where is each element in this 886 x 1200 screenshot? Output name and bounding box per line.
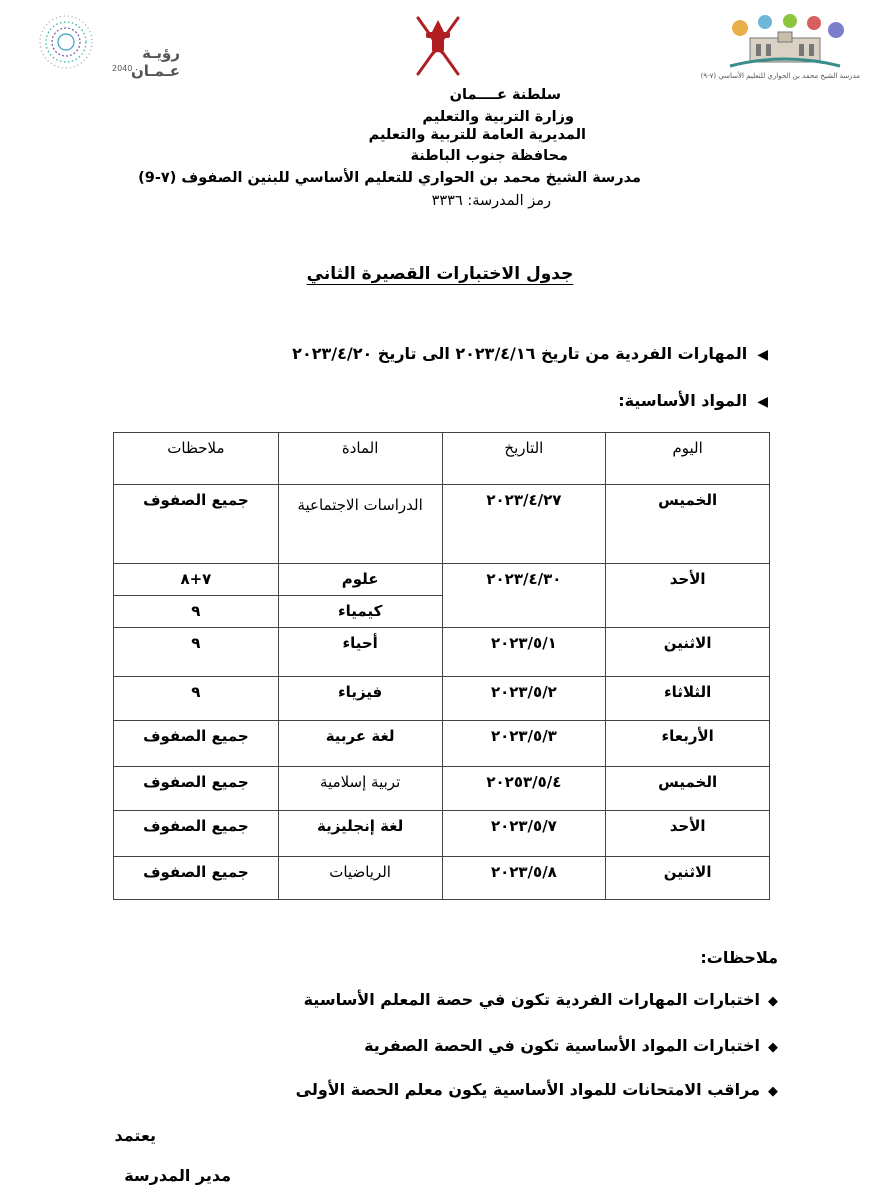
cell-subject: كيمياء <box>278 596 442 628</box>
table-row <box>114 811 770 857</box>
school-logo-caption: مدرسة الشيخ محمد بن الحواري للتعليم الأساسي (٧-٩) <box>700 72 860 80</box>
cell-subject: علوم <box>278 564 442 596</box>
bullet-subjects <box>468 391 768 410</box>
cell-subject: الرياضيات <box>278 857 442 900</box>
header-date: التاريخ <box>442 433 606 485</box>
cell-date: ٢٠٢٣/٥/٢ <box>442 677 606 721</box>
oman-emblem <box>408 10 468 82</box>
bullet-subjects-text: المواد الأساسية: <box>618 391 748 410</box>
school-building-icon <box>710 12 860 72</box>
table-header-row <box>114 433 770 485</box>
diamond-bullet-icon: ◆ <box>768 994 778 1009</box>
page-title: جدول الاختبارات القصيرة الثاني <box>306 264 574 284</box>
cell-date: ٢٠٢٣/٥/٣ <box>442 721 606 767</box>
table-row <box>114 677 770 721</box>
cell-subject: أحياء <box>278 628 442 677</box>
cell-date: ٢٠٢٣/٥/٨ <box>442 857 606 900</box>
cell-day: الخميس <box>606 485 770 564</box>
exam-schedule-table <box>113 432 770 900</box>
table-row <box>114 485 770 564</box>
header-governorate: محافظة جنوب الباطنة <box>410 148 568 164</box>
diamond-bullet-icon: ◆ <box>768 1084 778 1099</box>
vision-year: 2040 <box>112 64 133 73</box>
header-directorate: المديرية العامة للتربية والتعليم <box>368 127 586 143</box>
cell-notes: جميع الصفوف <box>114 811 279 857</box>
table-row <box>114 564 770 596</box>
table-row <box>114 721 770 767</box>
header-subject: المادة <box>278 433 442 485</box>
note-text: مراقب الامتحانات للمواد الأساسية يكون معلم الحصة الأولى <box>295 1080 760 1099</box>
cell-date: ٢٠٢٣/٤/٣٠ <box>442 564 606 628</box>
cell-subject: لغة عربية <box>278 721 442 767</box>
vision-text: رؤيـة عـمـان <box>131 44 180 80</box>
cell-day: الخميس <box>606 767 770 811</box>
cell-day: الاثنين <box>606 857 770 900</box>
header-day: اليوم <box>606 433 770 485</box>
cell-day: الأحد <box>606 564 770 628</box>
header-school-code: رمز المدرسة: ٣٣٣٦ <box>431 193 551 209</box>
diamond-bullet-icon: ◆ <box>768 1040 778 1055</box>
table-row <box>114 628 770 677</box>
header-notes: ملاحظات <box>114 433 279 485</box>
oman-vision-logo <box>26 14 180 80</box>
cell-date: ٢٠٢٥٣/٥/٤ <box>442 767 606 811</box>
school-logo <box>700 12 860 82</box>
cell-day: الثلاثاء <box>606 677 770 721</box>
header-school-name: مدرسة الشيخ محمد بن الحواري للتعليم الأساسي للبنين الصفوف (٧-9) <box>138 170 641 186</box>
note-text: اختبارات المواد الأساسية تكون في الحصة الصفرية <box>364 1036 760 1055</box>
note-text: اختبارات المهارات الفردية تكون في حصة المعلم الأساسية <box>303 990 760 1009</box>
cell-notes: جميع الصفوف <box>114 767 279 811</box>
note-item <box>98 1080 778 1099</box>
table-row <box>114 767 770 811</box>
cell-subject: الدراسات الاجتماعية <box>278 485 442 564</box>
cell-notes: جميع الصفوف <box>114 485 279 564</box>
table-row <box>114 857 770 900</box>
cell-date: ٢٠٢٣/٤/٢٧ <box>442 485 606 564</box>
cell-day: الأربعاء <box>606 721 770 767</box>
note-item <box>98 1036 778 1055</box>
header-ministry: وزارة التربية والتعليم <box>422 109 574 125</box>
cell-notes: ٩ <box>114 677 279 721</box>
bullet-skills <box>108 344 768 363</box>
notes-heading: ملاحظات: <box>700 948 778 967</box>
cell-notes: جميع الصفوف <box>114 857 279 900</box>
cell-subject: لغة إنجليزية <box>278 811 442 857</box>
triangle-bullet-icon: ◀ <box>757 394 768 410</box>
cell-subject: فيزياء <box>278 677 442 721</box>
header-sultanate: سلطنة عــــمان <box>449 87 561 103</box>
triangle-bullet-icon: ◀ <box>757 347 768 363</box>
bullet-skills-text: المهارات الفردية من تاريخ ٢٠٢٣/٤/١٦ الى تاريخ ٢٠٢٣/٤/٢٠ <box>292 344 748 363</box>
cell-notes: ٩ <box>114 628 279 677</box>
cell-date: ٢٠٢٣/٥/٧ <box>442 811 606 857</box>
cell-notes: ٧+٨ <box>114 564 279 596</box>
cell-notes: ٩ <box>114 596 279 628</box>
cell-notes: جميع الصفوف <box>114 721 279 767</box>
note-item <box>98 990 778 1009</box>
khanjar-emblem-icon <box>408 10 468 82</box>
cell-subject: تربية إسلامية <box>278 767 442 811</box>
approval-label: يعتمد <box>114 1126 156 1145</box>
cell-date: ٢٠٢٣/٥/١ <box>442 628 606 677</box>
principal-label: مدير المدرسة <box>124 1166 231 1185</box>
cell-day: الأحد <box>606 811 770 857</box>
cell-day: الاثنين <box>606 628 770 677</box>
